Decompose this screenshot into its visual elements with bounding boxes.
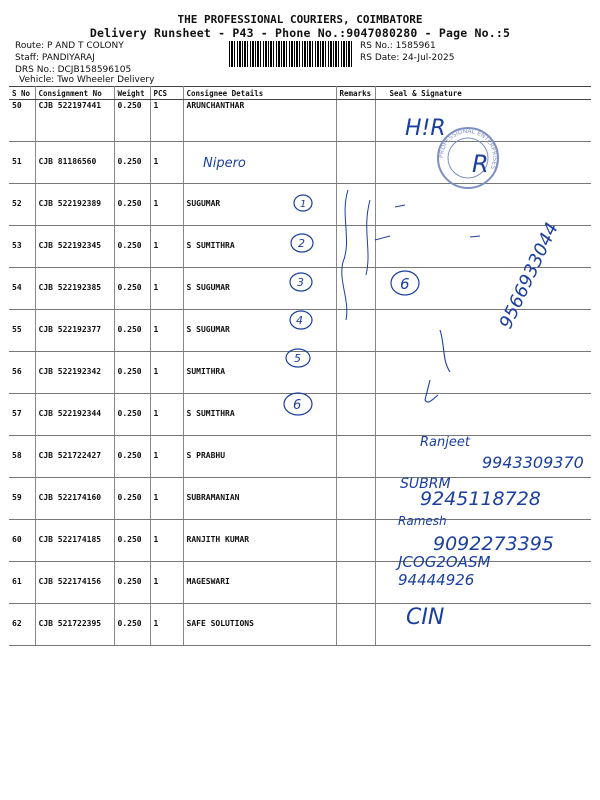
col-header-consignee: Consignee Details: [183, 87, 336, 100]
cell-consignment-no: CJB 522192389: [35, 184, 114, 226]
cell-signature: [375, 436, 591, 478]
cell-weight: 0.250: [114, 478, 150, 520]
cell-consignee: S SUMITHRA: [183, 226, 336, 268]
circled-num-55: 4: [296, 314, 303, 327]
cell-consignee: S SUMITHRA: [183, 394, 336, 436]
cell-weight: 0.250: [114, 142, 150, 184]
table-row: [9, 436, 591, 478]
route-label: Route: P AND T COLONY: [15, 41, 124, 51]
cell-pcs: 1: [150, 100, 183, 142]
sig-row58-phone: 9943309370: [482, 453, 584, 472]
cell-consignment-no: CJB 522174160: [35, 478, 114, 520]
table-row: [9, 520, 591, 562]
cell-signature: [375, 100, 591, 142]
cell-pcs: 1: [150, 562, 183, 604]
circled-num-53: 2: [298, 237, 305, 250]
cell-consignment-no: CJB 521722395: [35, 604, 114, 646]
cell-consignee: ARUNCHANTHAR: [183, 100, 336, 142]
cell-signature: [375, 310, 591, 352]
cell-pcs: 1: [150, 184, 183, 226]
cell-signature: [375, 184, 591, 226]
col-header-consignment: Consignment No: [35, 87, 114, 100]
table-row: [9, 352, 591, 394]
consignee-row51-handwritten: Nipero: [203, 156, 246, 171]
sig-diagonal-phone: 9566933044: [495, 219, 563, 333]
table-row: [9, 604, 591, 646]
cell-consignee: SUBRAMANIAN: [183, 478, 336, 520]
staff-label: Staff: PANDIYARAJ: [15, 53, 95, 63]
cell-remarks: [336, 310, 375, 352]
cell-consignee: S SUGUMAR: [183, 268, 336, 310]
cell-pcs: 1: [150, 268, 183, 310]
cell-remarks: [336, 268, 375, 310]
cell-pcs: 1: [150, 436, 183, 478]
cell-remarks: [336, 184, 375, 226]
cell-consignment-no: CJB 522174156: [35, 562, 114, 604]
cell-remarks: [336, 394, 375, 436]
cell-weight: 0.250: [114, 310, 150, 352]
cell-consignee: RANJITH KUMAR: [183, 520, 336, 562]
cell-consignment-no: CJB 521722427: [35, 436, 114, 478]
cell-weight: 0.250: [114, 184, 150, 226]
cell-consignee: MAGESWARI: [183, 562, 336, 604]
cell-consignee: SAFE SOLUTIONS: [183, 604, 336, 646]
cell-remarks: [336, 604, 375, 646]
sig-row61-name: JCOG2OASM: [398, 553, 491, 571]
cell-pcs: 1: [150, 142, 183, 184]
table-row: [9, 184, 591, 226]
cell-consignment-no: CJB 522174185: [35, 520, 114, 562]
cell-signature: [375, 478, 591, 520]
drs-number: DRS No.: DCJB158596105: [15, 65, 132, 75]
cell-weight: 0.250: [114, 436, 150, 478]
circled-num-57: 6: [293, 398, 302, 413]
sig-row54-circled: 6: [400, 275, 410, 293]
cell-consignment-no: CJB 81186560: [35, 142, 114, 184]
sig-row59-phone: 9245118728: [420, 488, 541, 510]
cell-signature: [375, 226, 591, 268]
runsheet-table: [9, 86, 591, 646]
cell-signature: [375, 352, 591, 394]
cell-signature: [375, 268, 591, 310]
cell-consignment-no: CJB 522192385: [35, 268, 114, 310]
stamp-text: PROFESSIONAL ENTERPRISES: [437, 127, 499, 171]
sig-row61-phone: 94444926: [398, 571, 475, 589]
cell-sno: 51: [9, 142, 35, 184]
circled-num-54: 3: [297, 276, 304, 289]
cell-pcs: 1: [150, 478, 183, 520]
cell-remarks: [336, 226, 375, 268]
company-title: THE PROFESSIONAL COURIERS, COIMBATORE: [177, 13, 423, 26]
cell-consignee: S SUGUMAR: [183, 310, 336, 352]
vehicle-label: Vehicle: Two Wheeler Delivery: [19, 75, 155, 85]
cell-signature: [375, 520, 591, 562]
sig-row62: CIN: [406, 605, 445, 630]
barcode: [229, 41, 353, 67]
sig-row59-name: SUBRM: [400, 476, 451, 492]
cell-remarks: [336, 520, 375, 562]
cell-pcs: 1: [150, 226, 183, 268]
cell-consignee: S PRABHU: [183, 436, 336, 478]
cell-sno: 50: [9, 100, 35, 142]
table-row: [9, 142, 591, 184]
cell-pcs: 1: [150, 310, 183, 352]
cell-sno: 53: [9, 226, 35, 268]
cell-consignee: SUMITHRA: [183, 352, 336, 394]
col-header-pcs: PCS: [150, 87, 183, 100]
cell-consignment-no: CJB 522192377: [35, 310, 114, 352]
cell-sno: 55: [9, 310, 35, 352]
table-row: [9, 100, 591, 142]
cell-signature: [375, 604, 591, 646]
cell-remarks: [336, 478, 375, 520]
cell-sno: 54: [9, 268, 35, 310]
cell-remarks: [336, 562, 375, 604]
cell-remarks: [336, 100, 375, 142]
cell-pcs: 1: [150, 604, 183, 646]
cell-consignment-no: CJB 522192344: [35, 394, 114, 436]
cell-consignee: [183, 142, 336, 184]
runsheet-subtitle: Delivery Runsheet - P43 - Phone No.:9047080280 - Page No.:5: [89, 26, 511, 40]
sig-row60-phone: 9092273395: [433, 533, 554, 555]
cell-weight: 0.250: [114, 562, 150, 604]
table-row: [9, 310, 591, 352]
cell-signature: [375, 562, 591, 604]
table-row: [9, 268, 591, 310]
cell-sno: 52: [9, 184, 35, 226]
cell-consignee: SUGUMAR: [183, 184, 336, 226]
cell-weight: 0.250: [114, 604, 150, 646]
cell-consignment-no: CJB 522197441: [35, 100, 114, 142]
cell-remarks: [336, 352, 375, 394]
cell-consignment-no: CJB 522192342: [35, 352, 114, 394]
cell-signature: [375, 142, 591, 184]
circled-num-52: 1: [300, 199, 307, 210]
rs-date: RS Date: 24-Jul-2025: [360, 53, 455, 63]
cell-signature: [375, 394, 591, 436]
col-header-remarks: Remarks: [336, 87, 375, 100]
rs-number: RS No.: 1585961: [360, 41, 436, 51]
table-header-row: [9, 87, 591, 100]
table-row: [9, 478, 591, 520]
cell-weight: 0.250: [114, 352, 150, 394]
cell-sno: 61: [9, 562, 35, 604]
table-row: [9, 226, 591, 268]
sig-row51-mark: R: [472, 150, 489, 178]
cell-weight: 0.250: [114, 394, 150, 436]
cell-sno: 62: [9, 604, 35, 646]
cell-weight: 0.250: [114, 226, 150, 268]
cell-weight: 0.250: [114, 100, 150, 142]
col-header-weight: Weight: [114, 87, 150, 100]
col-header-signature: Seal & Signature: [375, 87, 591, 100]
cell-weight: 0.250: [114, 520, 150, 562]
sig-row50: H!R: [405, 116, 446, 141]
cell-weight: 0.250: [114, 268, 150, 310]
table-row: [9, 394, 591, 436]
cell-sno: 60: [9, 520, 35, 562]
cell-sno: 57: [9, 394, 35, 436]
cell-remarks: [336, 142, 375, 184]
cell-sno: 58: [9, 436, 35, 478]
cell-pcs: 1: [150, 394, 183, 436]
cell-pcs: 1: [150, 352, 183, 394]
sig-row58-name: Ranjeet: [420, 435, 470, 450]
cell-consignment-no: CJB 522192345: [35, 226, 114, 268]
circled-num-56: 5: [294, 352, 301, 365]
col-header-sno: S No: [9, 87, 35, 100]
cell-sno: 59: [9, 478, 35, 520]
table-row: [9, 562, 591, 604]
sig-row60-name: Ramesh: [398, 514, 447, 528]
cell-pcs: 1: [150, 520, 183, 562]
cell-remarks: [336, 436, 375, 478]
cell-sno: 56: [9, 352, 35, 394]
